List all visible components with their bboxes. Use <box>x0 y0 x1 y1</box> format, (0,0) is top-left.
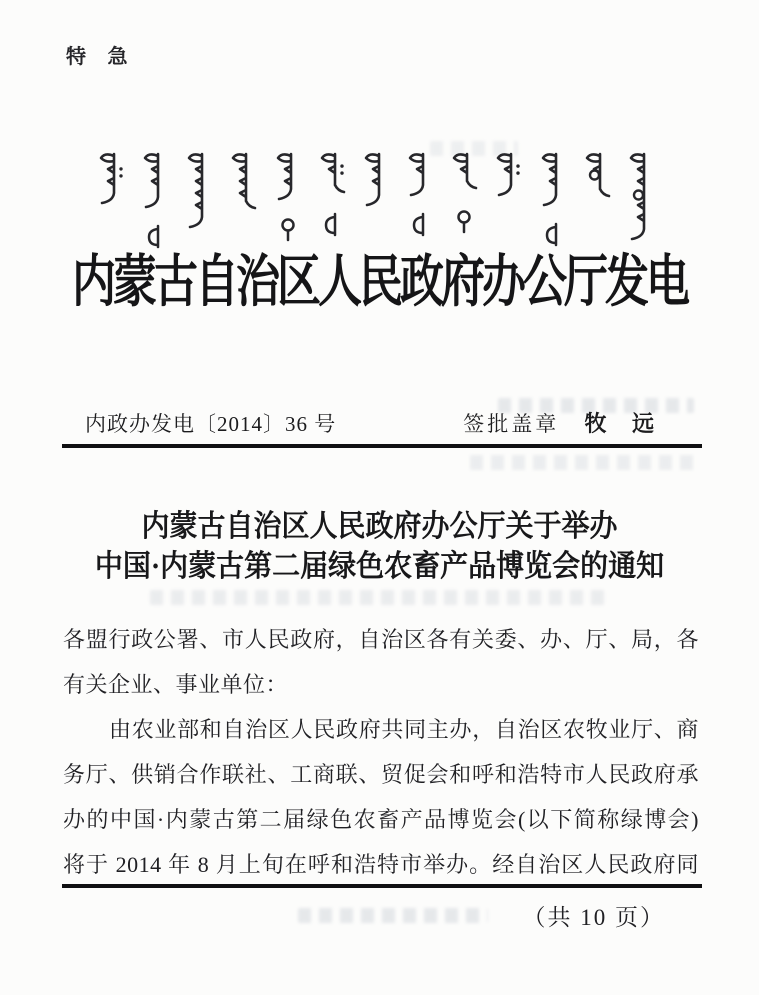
bleed-through-artifact <box>470 455 694 470</box>
notice-title-line1: 内蒙古自治区人民政府办公厅关于举办 <box>141 510 618 544</box>
mongolian-word <box>538 150 568 248</box>
mongolian-word <box>626 150 656 246</box>
body-line: 各盟行政公署、市人民政府，自治区各有关委、办、厅、局，各 <box>63 627 699 652</box>
bleed-through-artifact <box>298 908 488 923</box>
doc-meta-line <box>85 407 664 438</box>
mongolian-word <box>493 150 523 202</box>
mongolian-word <box>449 150 479 234</box>
mongolian-word <box>96 150 126 210</box>
doc-number: 内政办发电〔2014〕36 号 <box>85 412 337 436</box>
mongolian-word <box>582 150 612 206</box>
body-line: 将于 2014 年 8 月上旬在呼和浩特市举办。经自治区人民政府同 <box>63 852 699 877</box>
sign-seal-label: 签批盖章 <box>463 412 560 436</box>
body-line: 办的中国·内蒙古第二届绿色农畜产品博览会(以下简称绿博会) <box>63 807 699 832</box>
urgency-label: 特 急 <box>66 46 136 68</box>
mongolian-word <box>184 150 214 234</box>
body-line: 由农业部和自治区人民政府共同主办，自治区农牧业厅、商 <box>109 717 699 742</box>
mongolian-suffix <box>453 207 475 234</box>
mongolian-word <box>317 150 347 238</box>
mongolian-word <box>361 150 391 212</box>
mongolian-word <box>405 150 435 238</box>
header-divider-rule <box>62 444 702 448</box>
mongolian-word <box>228 150 258 218</box>
signer-name: 牧 远 <box>584 411 664 436</box>
notice-title <box>0 507 759 587</box>
notice-title-line2: 中国·内蒙古第二届绿色农畜产品博览会的通知 <box>94 550 665 584</box>
bleed-through-artifact <box>150 590 610 605</box>
notice-body <box>63 617 699 887</box>
body-line: 务厅、供销合作联社、工商联、贸促会和呼和浩特市人民政府承 <box>63 762 699 787</box>
mongolian-suffix <box>321 211 343 238</box>
letterhead-title: 内蒙古自治区人民政府办公厅发电 <box>72 250 687 314</box>
signature-block <box>463 407 664 438</box>
body-line: 有关企业、事业单位： <box>63 672 289 697</box>
page-count-note: （共 10 页） <box>522 905 665 930</box>
mongolian-suffix <box>409 211 431 238</box>
mongolian-word <box>273 150 303 242</box>
footer-divider-rule <box>62 884 702 888</box>
